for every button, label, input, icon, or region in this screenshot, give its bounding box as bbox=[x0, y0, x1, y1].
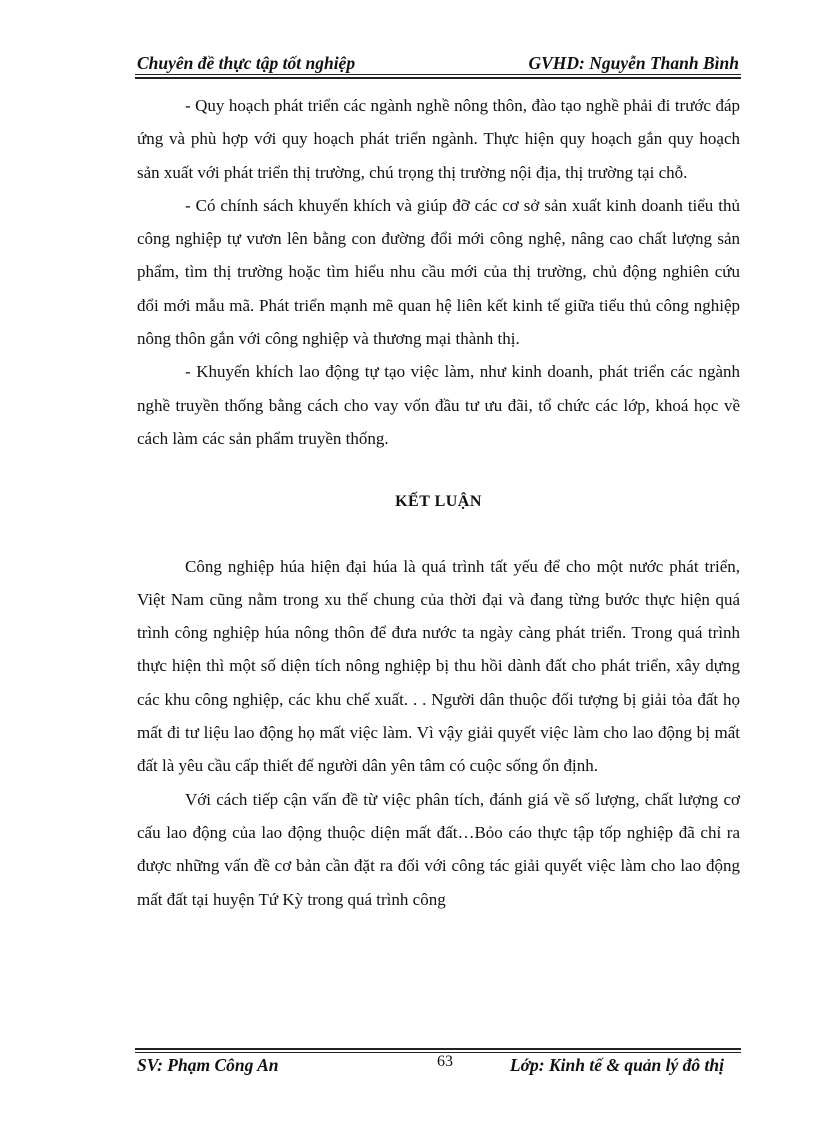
body-paragraph: - Khuyến khích lao động tự tạo việc làm, như kinh doanh, phát triển các ngành nghề truyền thống bằng cách cho vay vốn đầu tư ưu đãi, tổ chức các lớp, khoá học về cách làm các sản phẩm truyền thống. bbox=[137, 362, 740, 448]
body-paragraph: - Quy hoạch phát triển các ngành nghề nông thôn, đào tạo nghề phải đi trước đáp ứng và phù hợp với quy hoạch phát triển ngành. Thực hiện quy hoạch gắn quy hoạch sản xuất với phát triển thị trường, chú trọng thị trường nội địa, thị trường tại chỗ. bbox=[137, 96, 740, 182]
header-advisor: GVHD: Nguyễn Thanh Bình bbox=[528, 53, 739, 73]
page-footer bbox=[137, 1053, 724, 1079]
conclusion-paragraph: Công nghiệp húa hiện đại húa là quá trình tất yếu để cho một nước phát triển, Việt Nam cũng nằm trong xu thế chung của thời đại và đang từng bước thực hiện quá trình công nghiệp húa nông thôn để đưa nước ta ngày càng phát triển. Trong quá trình thực hiện thì một số diện tích nông nghiệp bị thu hồi dành đất cho phát triển, xây dựng các khu công nghiệp, các khu chế xuất. . . Người dân thuộc đối tượng bị giải tỏa đất họ mất đi tư liệu lao động họ mất việc làm. Vì vậy giải quyết việc làm cho lao động bị mất đất là yêu cầu cấp thiết để người dân yên tâm có cuộc sống ổn định. bbox=[137, 556, 740, 776]
header-rule-thin bbox=[135, 74, 741, 75]
page-body bbox=[137, 89, 740, 916]
page-number: 63 bbox=[437, 1053, 453, 1070]
footer-rule-thick bbox=[135, 1048, 741, 1050]
page-header bbox=[137, 48, 739, 74]
section-title: KẾT LUẬN bbox=[395, 493, 482, 511]
header-title: Chuyên đề thực tập tốt nghiệp bbox=[137, 53, 356, 73]
footer-student: SV: Phạm Công An bbox=[137, 1055, 279, 1075]
body-paragraph: - Có chính sách khuyến khích và giúp đỡ các cơ sở sản xuất kinh doanh tiểu thủ công nghiệp tự vươn lên bằng con đường đổi mới công nghệ, nâng cao chất lượng sản phẩm, tìm thị trường hoặc tìm hiểu nhu cầu mới của thị trường, chủ động nghiên cứu đổi mới mẫu mã. Phát triển mạnh mẽ quan hệ liên kết kinh tế giữa tiểu thủ công nghiệp nông thôn gắn với công nghiệp và thương mại thành thị. bbox=[137, 195, 740, 349]
conclusion-paragraph: Với cách tiếp cận vấn đề từ việc phân tích, đánh giá về số lượng, chất lượng cơ cấu lao động của lao động thuộc diện mất đất…Bỏo cáo thực tập tốp nghiệp đã chỉ ra được những vấn đề cơ bản cần đặt ra đối với công tác giải quyết việc làm cho lao động mất đất tại huyện Tứ Kỳ trong quá trình công bbox=[137, 789, 740, 909]
header-rule-thick bbox=[135, 77, 741, 79]
footer-class: Lớp: Kinh tế & quản lý đô thị bbox=[509, 1055, 724, 1075]
